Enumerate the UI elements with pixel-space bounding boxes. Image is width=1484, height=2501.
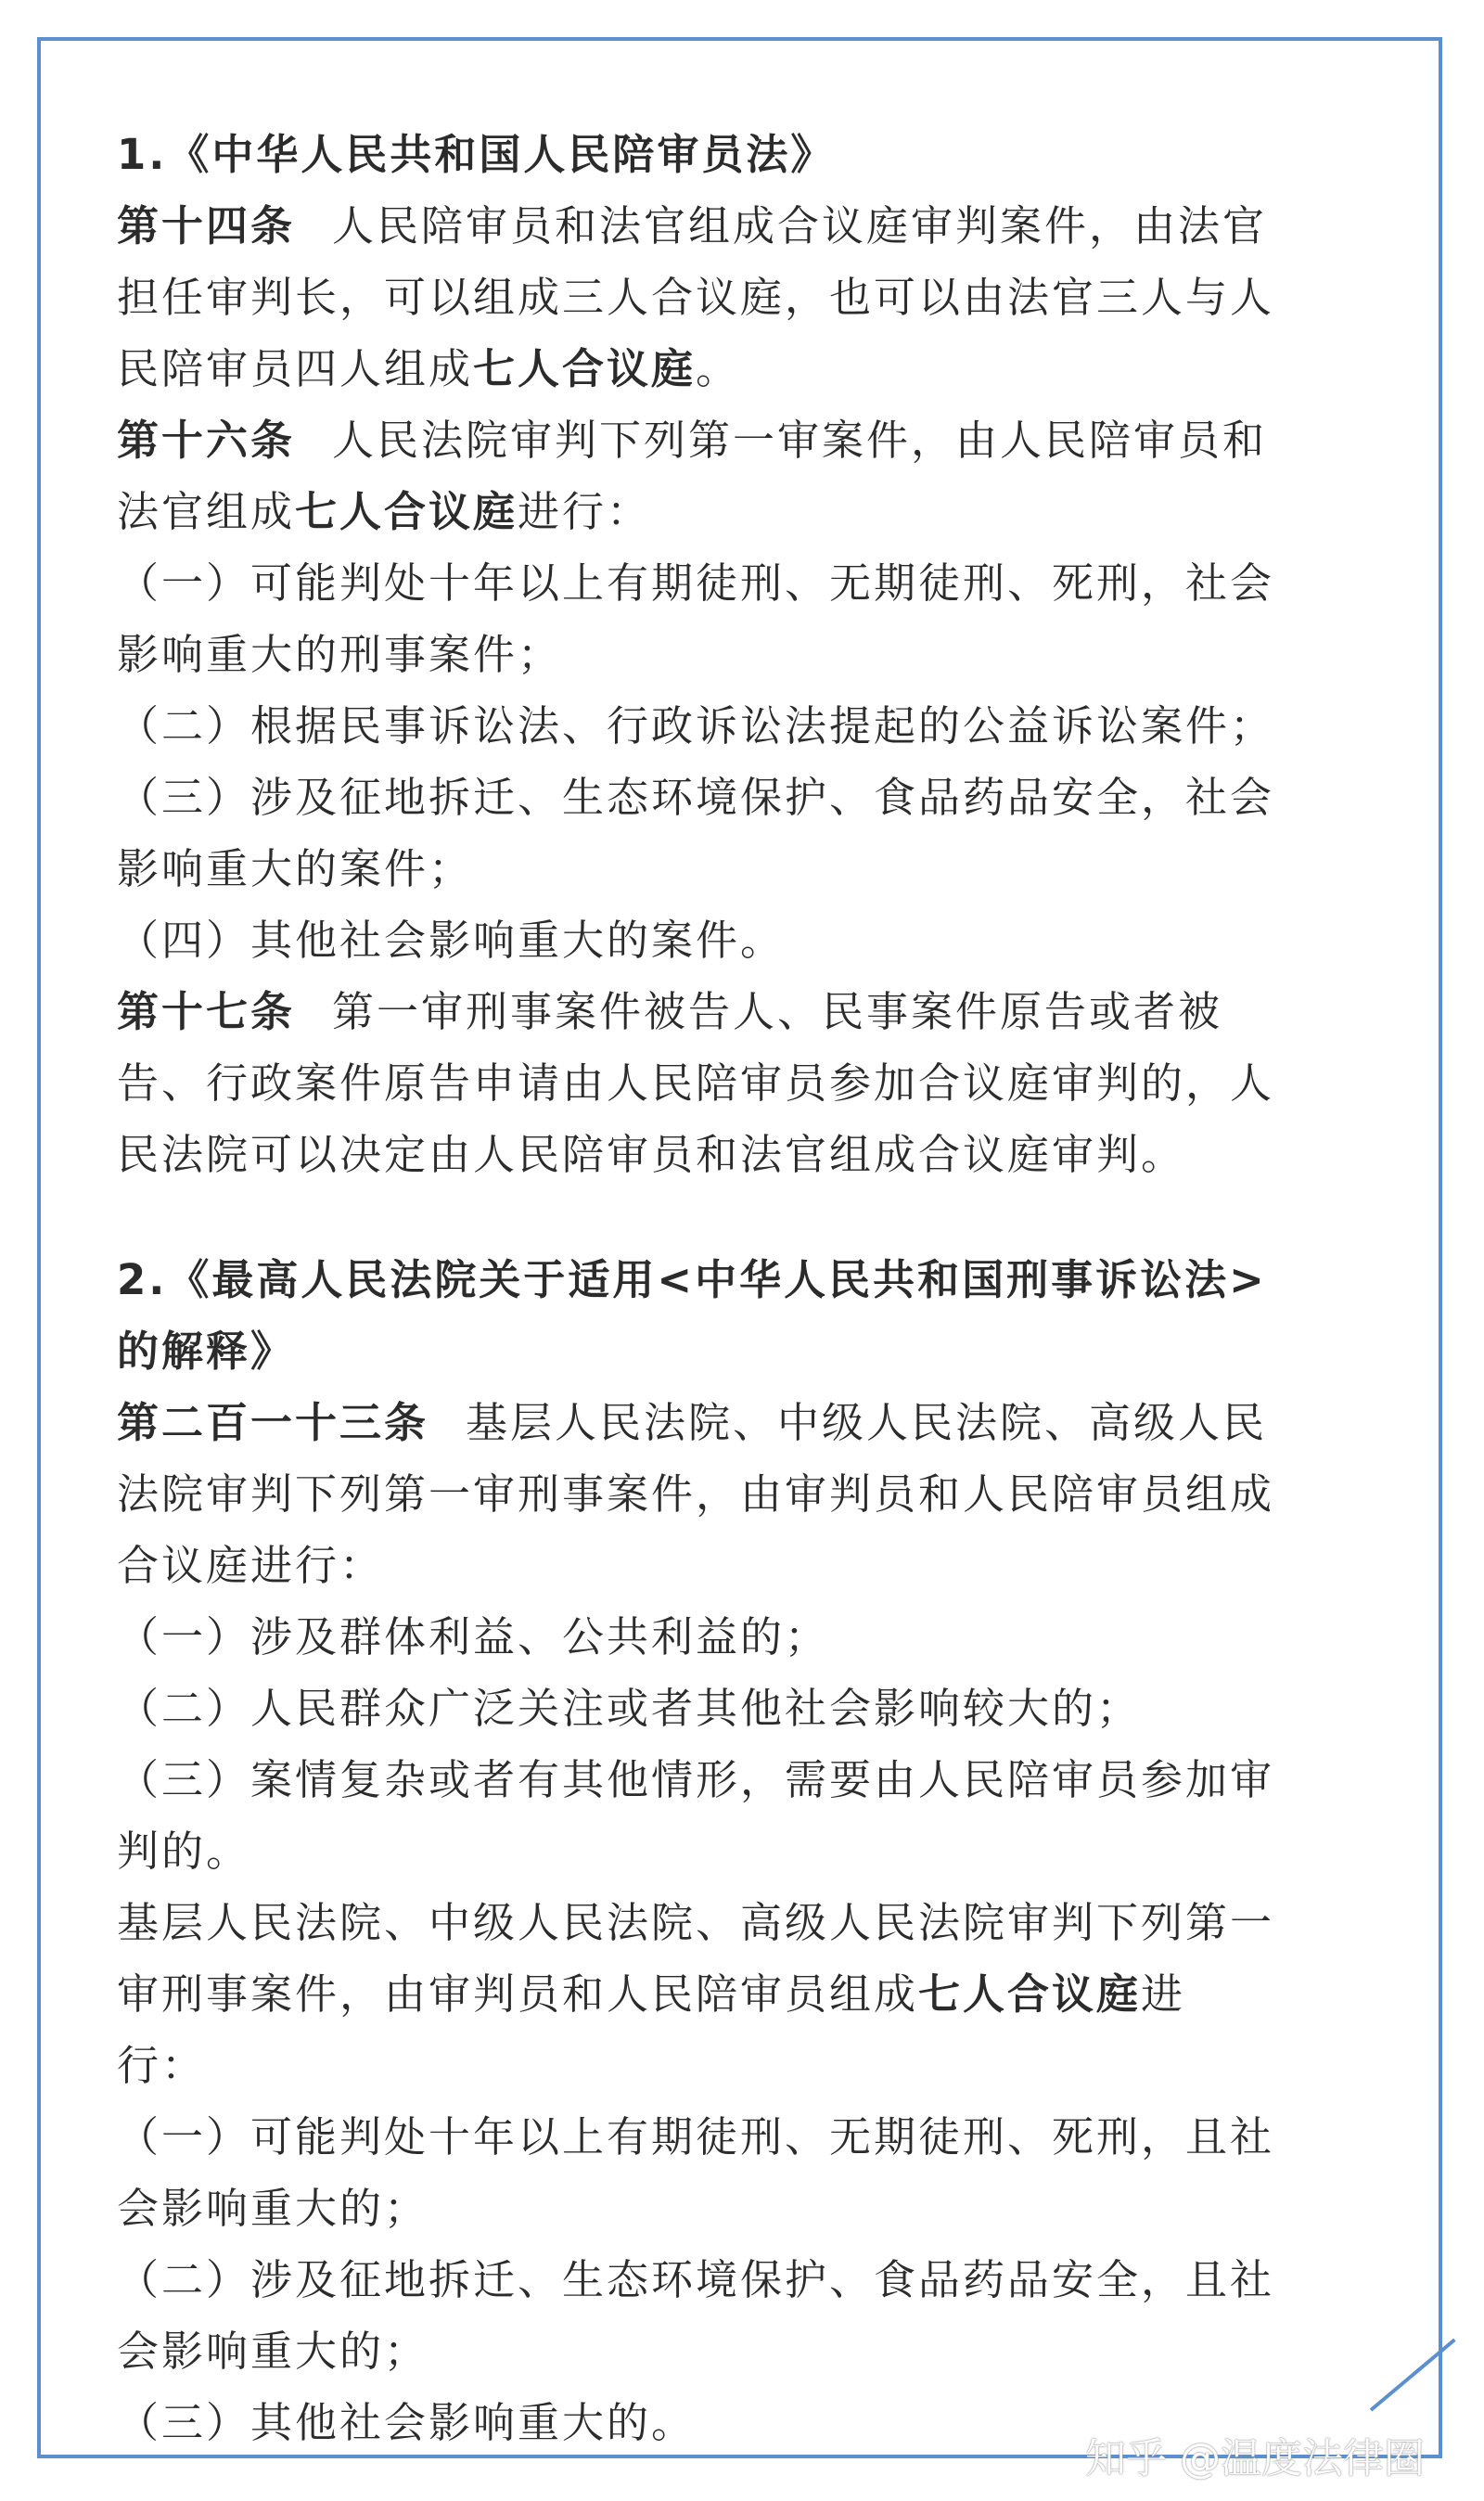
list-item: （一）可能判处十年以上有期徒刑、无期徒刑、死刑，且社 xyxy=(117,2112,1275,2161)
list-item: （二）涉及征地拆迁、生态环境保护、食品药品安全，且社 xyxy=(117,2255,1275,2304)
list-item: （一）涉及群体利益、公共利益的； xyxy=(117,1612,830,1661)
law2-article213-line: 合议庭进行： xyxy=(117,1541,385,1590)
law1-article14-line: 第十四条 人民陪审员和法官组成合议庭审判案件，由法官 xyxy=(117,201,1268,250)
law1-article14-line: 民陪审员四人组成七人合议庭。 xyxy=(117,344,741,393)
law2-article213-line: 法院审判下列第一审刑事案件，由审判员和人民陪审员组成 xyxy=(117,1469,1275,1519)
legal-text-content xyxy=(117,119,1378,2458)
law2-article213-line: 第二百一十三条 基层人民法院、中级人民法院、高级人民 xyxy=(117,1398,1268,1447)
list-item: （三）其他社会影响重大的。 xyxy=(117,2398,697,2447)
article-label: 第十七条 xyxy=(117,987,296,1036)
list-item: （三）涉及征地拆迁、生态环境保护、食品药品安全，社会 xyxy=(117,773,1275,822)
emphasis-seven-person-panel: 七人合议庭 xyxy=(295,487,518,536)
law1-title: 1.《中华人民共和国人民陪审员法》 xyxy=(117,130,836,179)
law1-article17-line: 第十七条 第一审刑事案件被告人、民事案件原告或者被 xyxy=(117,987,1223,1036)
list-item: （三）案情复杂或者有其他情形，需要由人民陪审员参加审 xyxy=(117,1755,1275,1804)
article-label: 第二百一十三条 xyxy=(117,1398,429,1447)
law2-title: 2.《最高人民法院关于适用<中华人民共和国刑事诉讼法> xyxy=(117,1255,1267,1304)
law1-article17-line: 告、行政案件原告申请由人民陪审员参加合议庭审判的，人 xyxy=(117,1058,1275,1108)
list-item: 判的。 xyxy=(117,1827,251,1876)
law2-paragraph2-line: 基层人民法院、中级人民法院、高级人民法院审判下列第一 xyxy=(117,1898,1275,1947)
article-label: 第十四条 xyxy=(117,201,296,250)
list-item: 会影响重大的； xyxy=(117,2184,429,2233)
article-label: 第十六条 xyxy=(117,416,296,465)
law2-paragraph2-line: 行： xyxy=(117,2041,207,2090)
law1-article16-line: 第十六条 人民法院审判下列第一审案件，由人民陪审员和 xyxy=(117,416,1268,465)
list-item: 影响重大的案件； xyxy=(117,844,474,893)
law2-title: 的解释》 xyxy=(117,1327,296,1376)
law2-paragraph2-line: 审刑事案件，由审判员和人民陪审员组成七人合议庭进 xyxy=(117,1969,1186,2019)
list-item: （二）根据民事诉讼法、行政诉讼法提起的公益诉讼案件； xyxy=(117,701,1275,750)
emphasis-seven-person-panel: 七人合议庭 xyxy=(918,1969,1142,2019)
watermark: 知乎 @温度法律圈 xyxy=(1085,2435,1425,2482)
law1-article14-line: 担任审判长，可以组成三人合议庭，也可以由法官三人与人 xyxy=(117,273,1275,322)
list-item: （一）可能判处十年以上有期徒刑、无期徒刑、死刑，社会 xyxy=(117,558,1275,608)
list-item: （四）其他社会影响重大的案件。 xyxy=(117,916,786,965)
emphasis-seven-person-panel: 七人合议庭 xyxy=(473,344,697,393)
list-item: （二）人民群众广泛关注或者其他社会影响较大的； xyxy=(117,1684,1142,1733)
list-item: 影响重大的刑事案件； xyxy=(117,630,563,679)
law1-article17-line: 民法院可以决定由人民陪审员和法官组成合议庭审判。 xyxy=(117,1130,1186,1179)
law1-article16-line: 法官组成七人合议庭进行： xyxy=(117,487,652,536)
list-item: 会影响重大的； xyxy=(117,2327,429,2376)
